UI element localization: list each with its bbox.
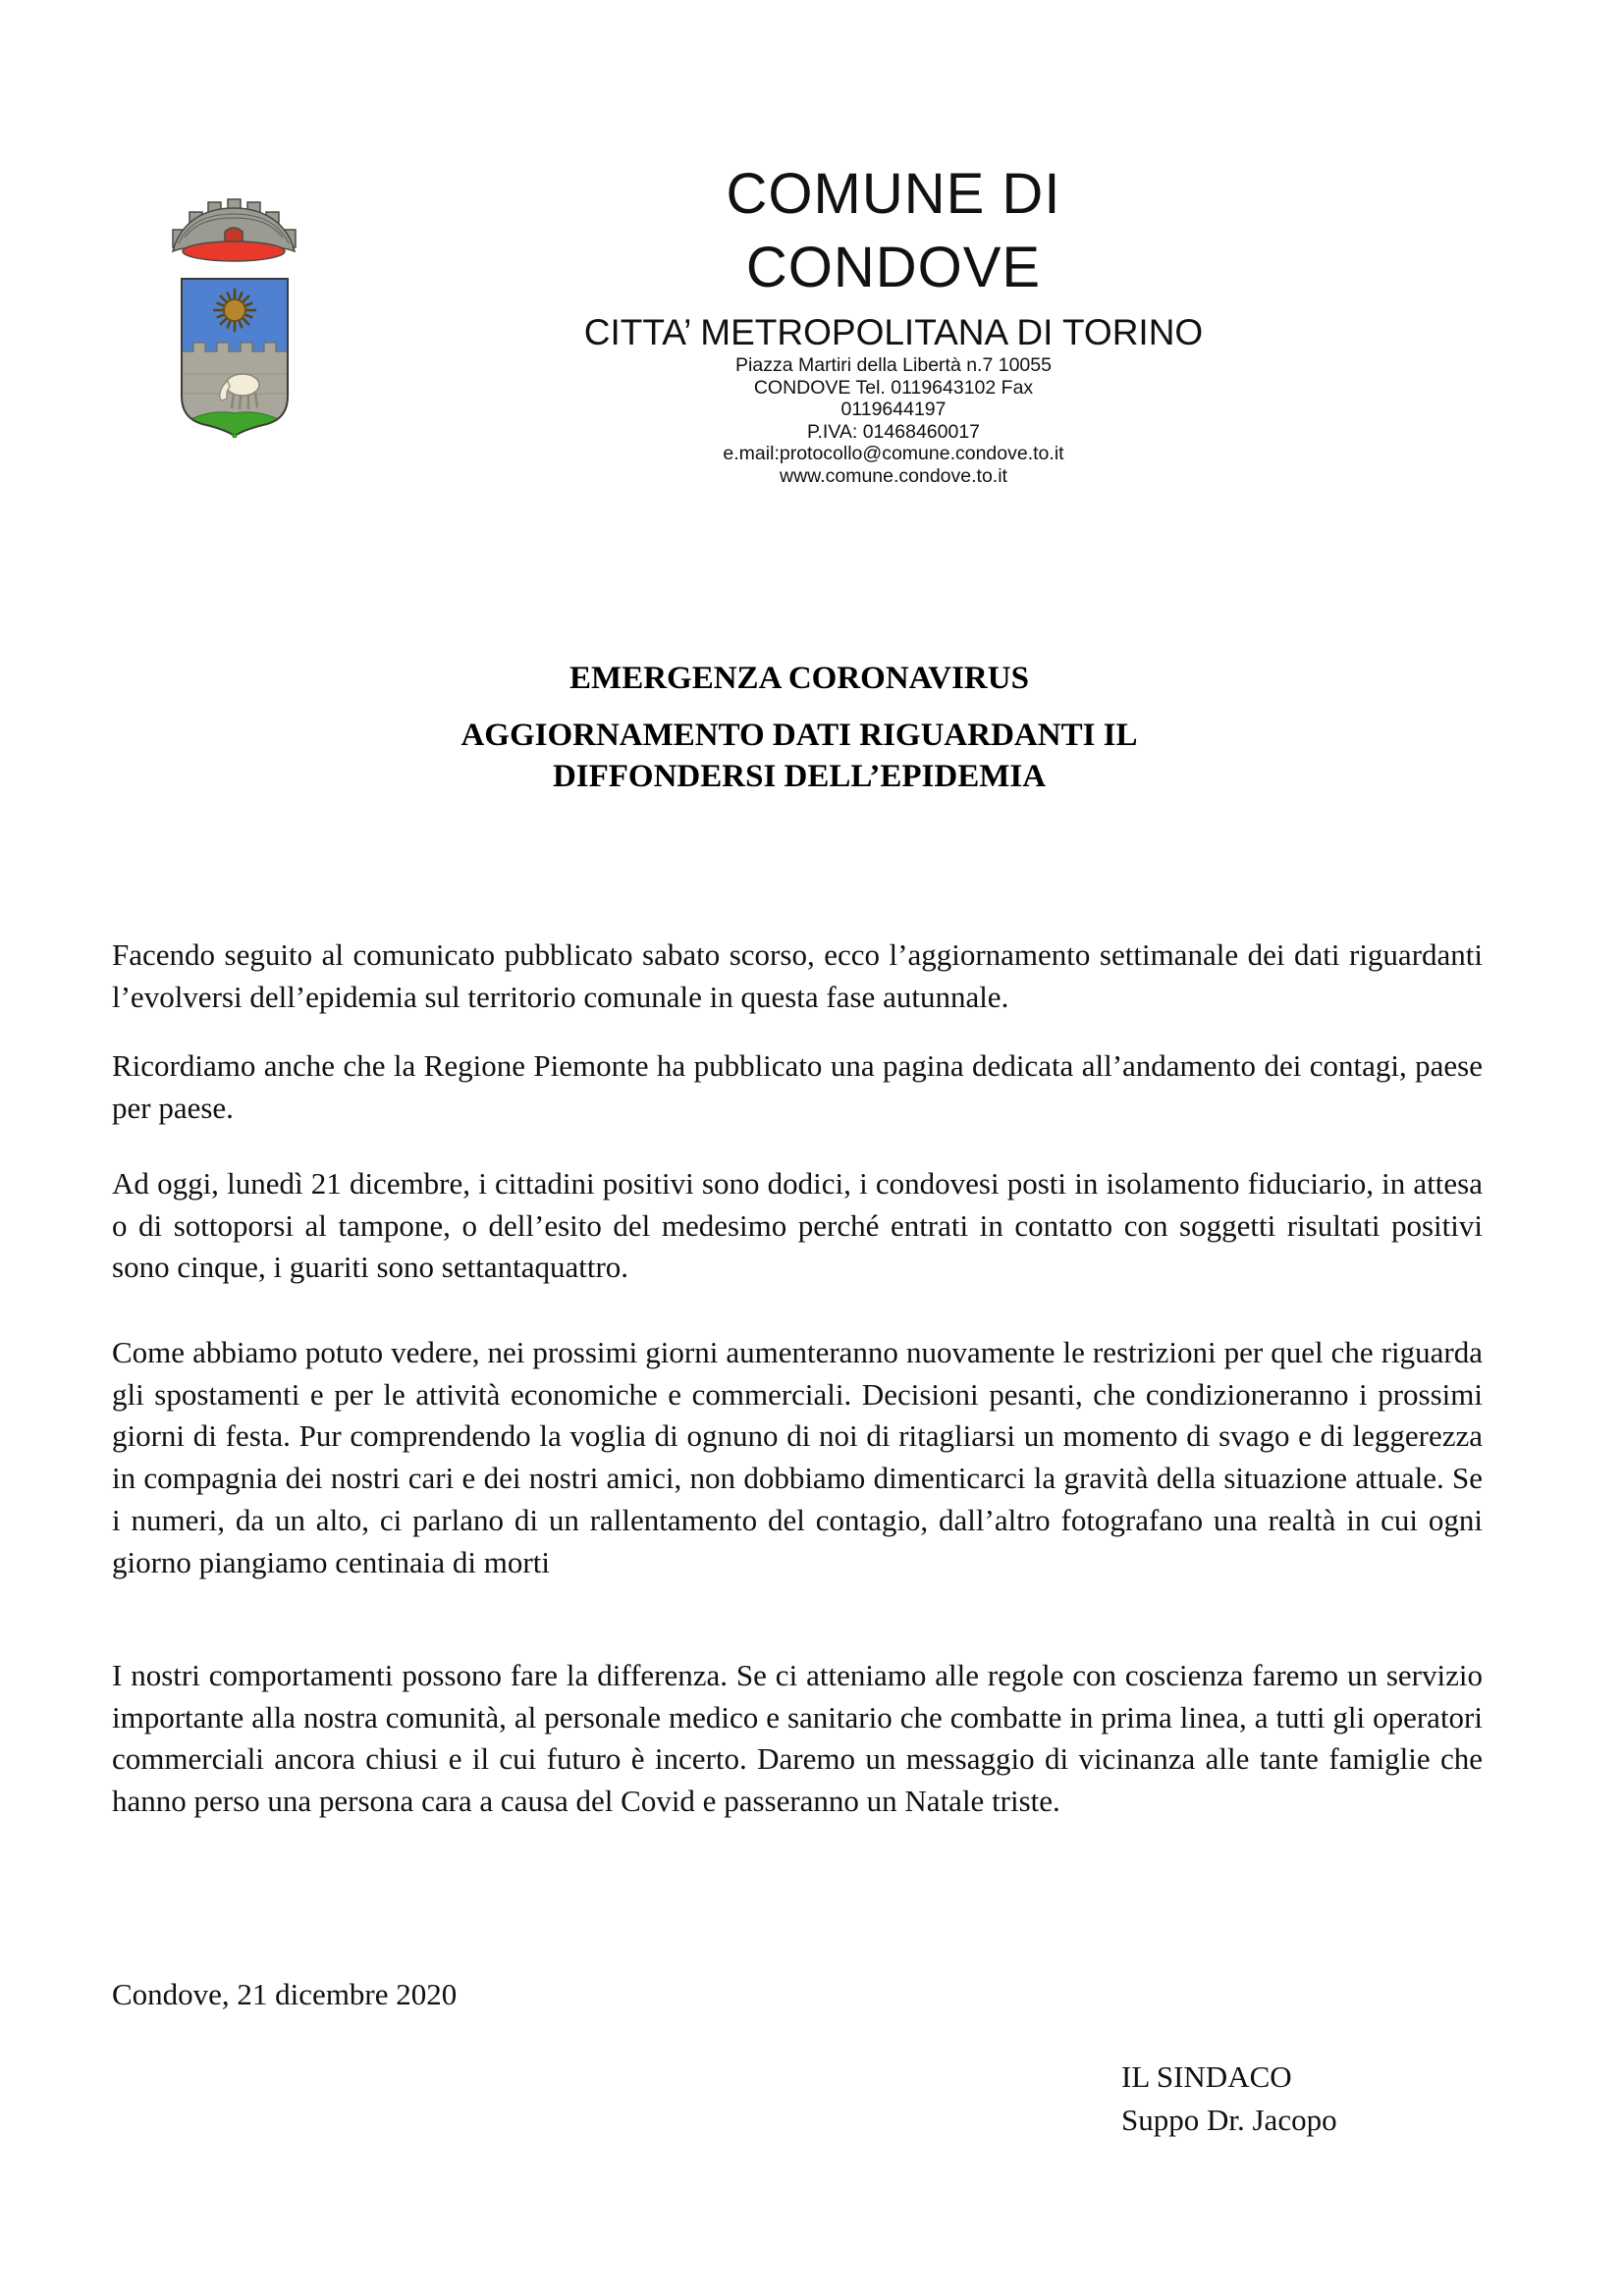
signature-block <box>1121 2056 1337 2142</box>
address-line: Piazza Martiri della Libertà n.7 10055 <box>735 354 1052 376</box>
title-update-line1: AGGIORNAMENTO DATI RIGUARDANTI IL <box>460 718 1138 753</box>
municipal-crest <box>163 192 305 438</box>
paragraph-intro: Facendo seguito al comunicato pubblicato sabato scorso, ecco l’aggiornamento settimanale dei dati riguardanti l’evolversi dell’epidemia sul territorio comunale in questa fase autunnale. <box>112 937 1483 1014</box>
fax-line: 0119644197 <box>840 399 947 421</box>
document-title <box>112 658 1487 797</box>
phone-line: CONDOVE Tel. 0119643102 Fax <box>753 376 1034 399</box>
piva-line: P.IVA: 01468460017 <box>806 420 981 443</box>
title-update <box>112 715 1487 797</box>
email-line: e.mail:protocollo@comune.condove.to.it <box>723 443 1064 465</box>
signature-role: IL SINDACO <box>1121 2059 1292 2094</box>
paragraph-region: Ricordiamo anche che la Regione Piemonte ha pubblicato una pagina dedicata all’andamento dei contagi, paese per paese. <box>112 1048 1483 1125</box>
contact-block <box>398 354 1389 488</box>
letterhead <box>398 157 1389 488</box>
municipality-name <box>398 157 1389 304</box>
title-emergency: EMERGENZA CORONAVIRUS <box>569 661 1029 696</box>
paragraph-behaviour: I nostri comportamenti possono fare la differenza. Se ci atteniamo alle regole con coscienza faremo un servizio importante alla nostra comunità, al personale medico e sanitario che combatte in prima linea, a tutti gli operatori commerciali ancora chiusi e il cui futuro è incerto. Daremo un messaggio di vicinanza alle tante famiglie che hanno perso una persona cara a causa del Covid e passeranno un Natale triste. <box>112 1658 1483 1819</box>
paragraph-data: Ad oggi, lunedì 21 dicembre, i cittadini positivi sono dodici, i condovesi posti in isolamento fiduciario, in attesa o di sottoporsi al tampone, o dell’esito del medesimo perché entrati in contatto con soggetti risultati positivi sono cinque, i guariti sono settantaquattro. <box>112 1166 1483 1285</box>
coat-of-arms-icon <box>163 192 305 438</box>
paragraph-restrictions: Come abbiamo potuto vedere, nei prossimi giorni aumenteranno nuovamente le restrizioni per quel che riguarda gli spostamenti e per le attività economiche e commerciali. Decisioni pesanti, che condizioneranno i prossimi giorni di festa. Pur comprendendo la voglia di ognuno di noi di ritagliarsi un momento di svago e di leggerezza in compagnia dei nostri cari e dei nostri amici, non dobbiamo dimenticarci la gravità della situazione attuale. Se i numeri, da un alto, ci parlano di un rallentamento del contagio, dall’altro fotografano una realtà in cui ogni giorno piangiamo centinaia di morti <box>112 1335 1483 1579</box>
municipality-name-line2: CONDOVE <box>745 236 1042 299</box>
website-line: www.comune.condove.to.it <box>780 464 1007 487</box>
date-line: Condove, 21 dicembre 2020 <box>112 1977 458 2011</box>
municipality-name-line1: COMUNE DI <box>726 162 1061 226</box>
metropolitan-city-subtitle: CITTA’ METROPOLITANA DI TORINO <box>583 312 1204 352</box>
title-update-line2: DIFFONDERSI DELL’EPIDEMIA <box>552 759 1047 794</box>
signature-name: Suppo Dr. Jacopo <box>1121 2103 1337 2137</box>
